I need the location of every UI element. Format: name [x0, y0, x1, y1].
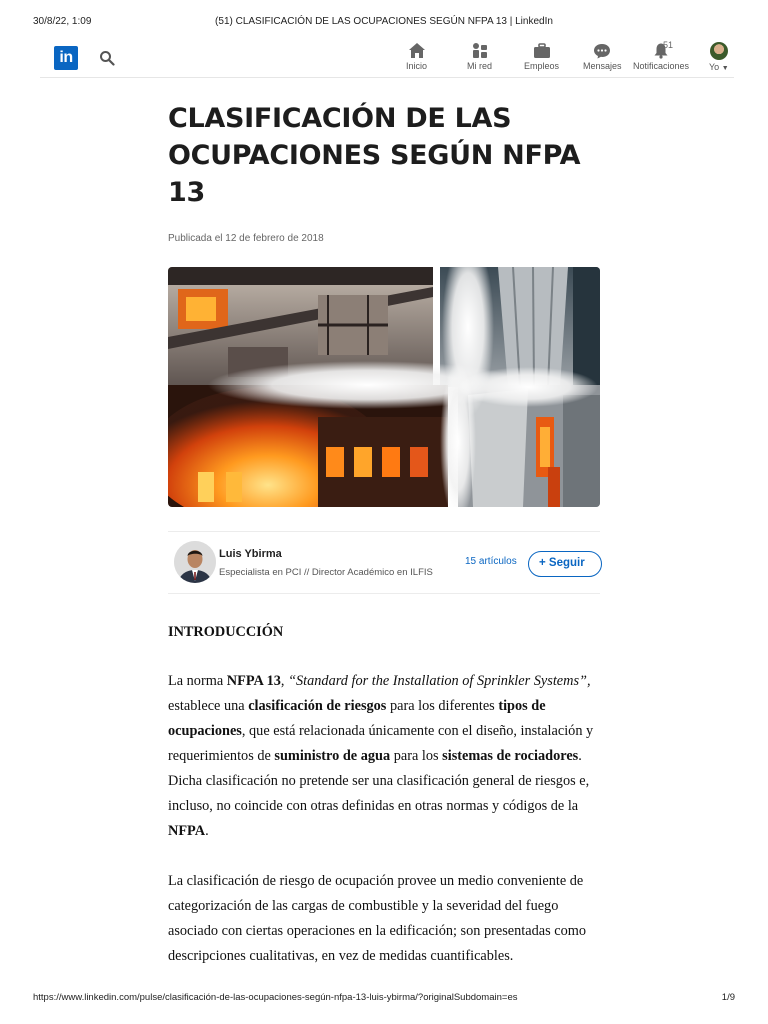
publish-date: Publicada el 12 de febrero de 2018 — [168, 233, 324, 244]
paragraph-1: La norma NFPA 13, “Standard for the Installation of Sprinkler Systems”, establece una clasificación de riesgos para los diferentes tipos de ocupaciones, que está relacionada únicamente con el diseño, instalación y requerimientos de suministro de agua para los sistemas de rociadores. Dicha clasificación no pretende ser una clasificación general de riesgos e, incluso, no coincide con otras definidas en otras normas y códigos de la NFPA. — [168, 673, 594, 839]
print-tab-title: (51) CLASIFICACIÓN DE LAS OCUPACIONES SEGÚN NFPA 13 | LinkedIn — [215, 16, 553, 27]
nav-messages-label: Mensajes — [583, 61, 622, 71]
home-icon — [408, 42, 426, 59]
search-icon[interactable] — [99, 50, 115, 66]
nav-network-label: Mi red — [467, 61, 493, 71]
follow-button[interactable]: + Seguir — [528, 551, 602, 577]
nav-home-label: Inicio — [406, 61, 428, 71]
nav-notifications-label: Notificaciones — [633, 61, 690, 71]
nav-me-label: Yo — [709, 62, 720, 72]
top-navbar — [40, 36, 734, 78]
network-icon — [471, 42, 489, 59]
briefcase-icon — [533, 42, 551, 59]
author-headline: Especialista en PCI // Director Académico en ILFIS — [219, 567, 433, 578]
article-body — [168, 620, 608, 994]
article-hero-image — [168, 267, 600, 507]
print-header — [0, 16, 768, 30]
print-url: https://www.linkedin.com/pulse/clasificación-de-las-ocupaciones-según-nfpa-13-luis-ybirma/?originalSubdomain=es — [33, 992, 518, 1003]
paragraph-2: La clasificación de riesgo de ocupación provee un medio conveniente de categorización de las cargas de combustible y la severidad del fuego asociado con ciertas operaciones en la edificación; son presentadas como descripciones cualitativas, en vez de medidas cuantificables. — [168, 873, 587, 964]
nav-network[interactable] — [467, 42, 492, 71]
nav-jobs[interactable] — [524, 42, 559, 71]
author-name[interactable]: Luis Ybirma — [219, 548, 282, 560]
section-heading: INTRODUCCIÓN — [168, 624, 284, 640]
article-title: CLASIFICACIÓN DE LAS OCUPACIONES SEGÚN NFPA 13 — [168, 103, 581, 208]
linkedin-logo[interactable]: in — [54, 46, 78, 70]
message-icon — [593, 42, 611, 59]
print-page-number: 1/9 — [721, 992, 735, 1003]
notifications-badge: 51 — [663, 40, 674, 50]
article-header — [168, 100, 600, 244]
nav-home[interactable] — [406, 42, 427, 71]
user-avatar — [710, 42, 728, 60]
nav-messages[interactable] — [583, 42, 622, 71]
nav-jobs-label: Empleos — [524, 61, 560, 71]
nav-me[interactable] — [709, 42, 729, 72]
nav-notifications[interactable] — [633, 42, 689, 71]
author-card — [168, 531, 600, 594]
author-articles-link[interactable]: 15 artículos — [465, 556, 517, 567]
author-avatar[interactable] — [174, 541, 216, 583]
print-date: 30/8/22, 1:09 — [33, 16, 92, 27]
caret-down-icon: ▼ — [721, 65, 729, 72]
